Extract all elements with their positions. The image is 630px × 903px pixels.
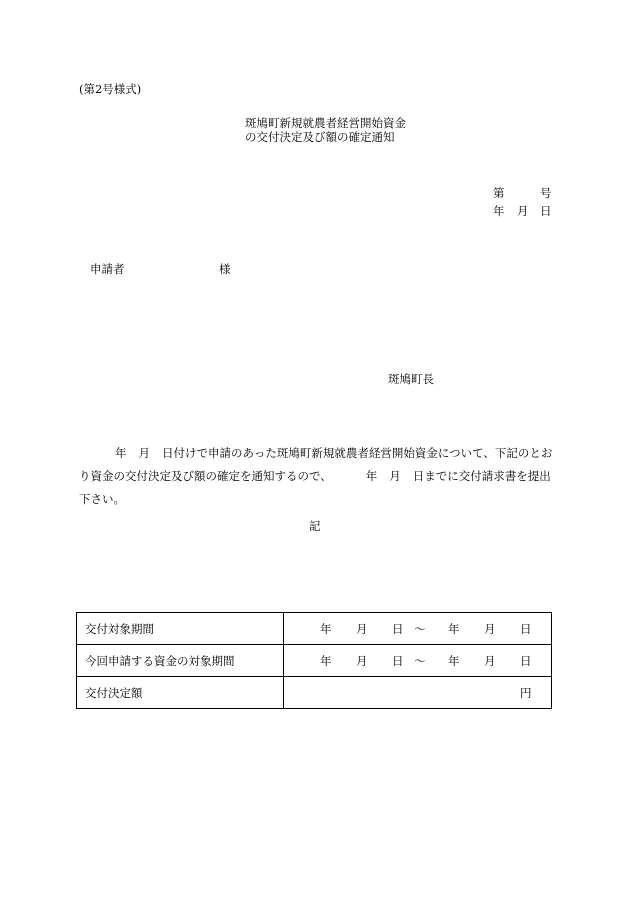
- row-label: 交付対象期間: [77, 613, 284, 645]
- table-row: [77, 645, 552, 677]
- body-month: 月: [138, 446, 150, 460]
- row-label: 交付決定額: [77, 677, 284, 709]
- range-tilde: 〜: [414, 654, 426, 668]
- start-day: 日: [392, 622, 404, 636]
- end-year: 年: [448, 654, 460, 668]
- body-text-1: 日付けで申請のあった斑鳩町新規就農者経営開始資金について、下記のとおり資金の交付決定及び額の確定を通知するので、: [79, 446, 553, 483]
- document-title-line2: の交付決定及び額の確定通知: [245, 130, 395, 144]
- row-label: 今回申請する資金の対象期間: [77, 645, 284, 677]
- end-day: 日: [520, 654, 532, 668]
- amount-cell: [284, 677, 552, 709]
- issue-date-year: 年: [493, 204, 505, 218]
- range-tilde: 〜: [414, 622, 426, 636]
- period-cell: [284, 613, 552, 645]
- issue-date-month: 月: [517, 204, 529, 218]
- start-month: 月: [356, 622, 368, 636]
- table-row: [77, 677, 552, 709]
- amount-unit: 円: [520, 686, 532, 700]
- end-month: 月: [484, 654, 496, 668]
- period-cell: [284, 645, 552, 677]
- body-text-2: 日までに交付請求書を提出下さい。: [79, 469, 551, 506]
- start-year: 年: [320, 654, 332, 668]
- end-year: 年: [448, 622, 460, 636]
- document-title-line1: 斑鳩町新規就農者経営開始資金: [245, 116, 406, 130]
- start-year: 年: [320, 622, 332, 636]
- body-deadline-year: 年: [365, 469, 378, 483]
- applicant-label: 申請者: [90, 262, 125, 276]
- issue-date-day: 日: [540, 204, 552, 218]
- end-day: 日: [520, 622, 532, 636]
- body-deadline-month: 月: [389, 469, 401, 483]
- start-day: 日: [392, 654, 404, 668]
- issuer-name: 斑鳩町長: [388, 372, 434, 386]
- end-month: 月: [484, 622, 496, 636]
- applicant-honorific: 様: [219, 262, 231, 276]
- notice-body: [79, 442, 557, 511]
- document-number-suffix: 号: [540, 186, 552, 200]
- start-month: 月: [356, 654, 368, 668]
- document-number-label: 第: [493, 186, 505, 200]
- form-number: (第2号様式): [79, 82, 142, 96]
- table-row: [77, 613, 552, 645]
- ki-heading: 記: [309, 519, 321, 533]
- body-year: 年: [115, 446, 127, 460]
- grant-details-table: [76, 612, 552, 709]
